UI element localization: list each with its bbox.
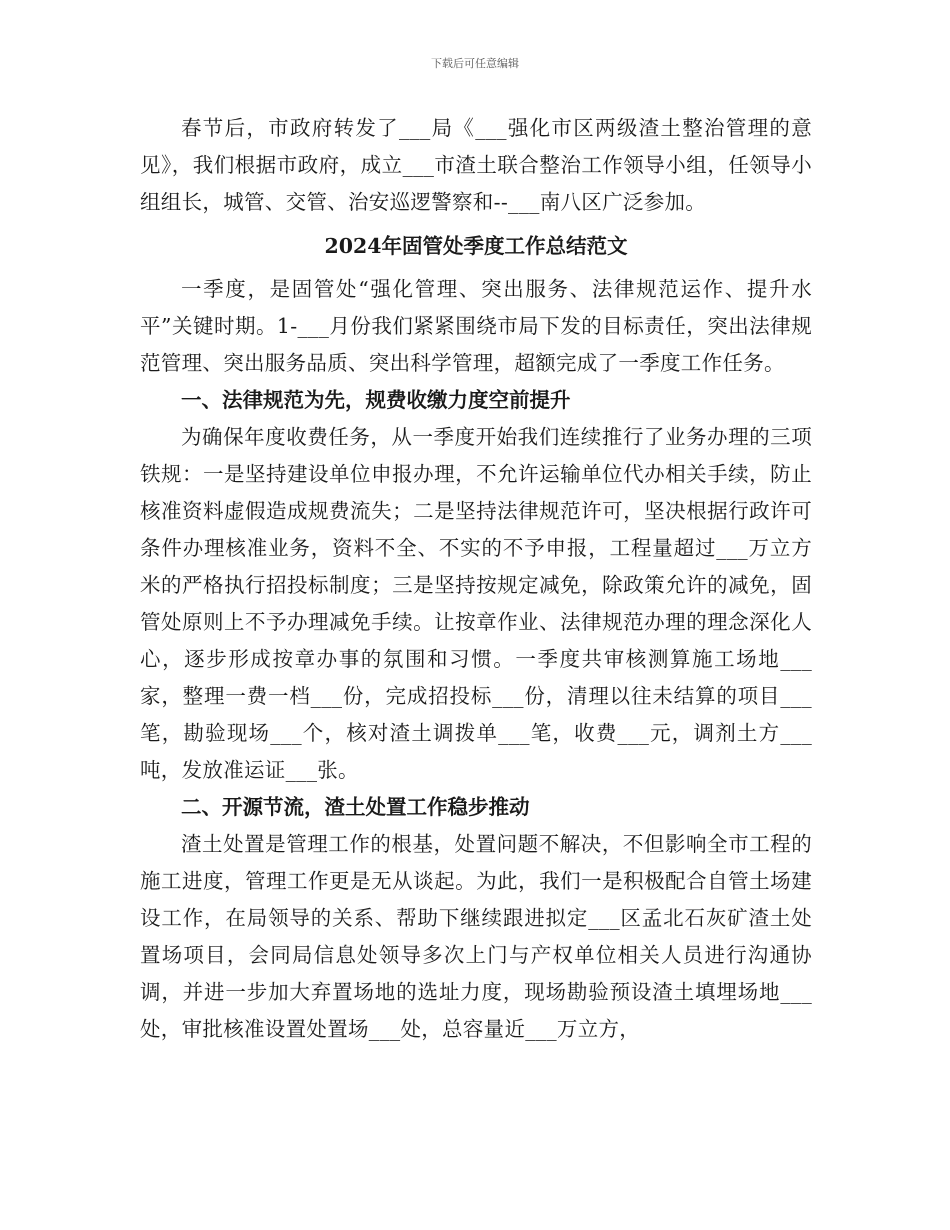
section-1-heading: 一、法律规范为先，规费收缴力度空前提升	[181, 388, 571, 412]
intro-paragraph: 春节后，市政府转发了___局《___强化市区两级渣土整治管理的意见》，我们根据市政府，成立___市渣土联合整治工作领导小组，任领导小组组长，城管、交管、治安巡逻警察和--___南八区广泛参加。	[140, 116, 812, 214]
section-1-body: 为确保年度收费任务，从一季度开始我们连续推行了业务办理的三项铁规：一是坚持建设单位申报办理，不允许运输单位代办相关手续，防止核准资料虚假造成规费流失；二是坚持法律规范许可，坚决根据行政许可条件办理核准业务，资料不全、不实的不予申报，工程量超过___万立方米的严格执行招投标制度；三是坚持按规定减免，除政策允许的减免，固管处原则上不予办理减免手续。让按章作业、法律规范办理的理念深化人心，逐步形成按章办事的氛围和习惯。一季度共审核测算施工场地___家，整理一费一档___份，完成招投标___份，清理以往未结算的项目___笔，勘验现场___个，核对渣土调拨单___笔，收费___元，调剂土方___吨，发放准运证___张。	[140, 425, 812, 782]
document-title: 2024年固管处季度工作总结范文	[324, 234, 628, 258]
document-body	[140, 110, 812, 1048]
page-header: 下载后可任意编辑	[431, 57, 519, 70]
summary-paragraph: 一季度，是固管处“强化管理、突出服务、法律规范运作、提升水平”关键时期。1-___月份我们紧紧围绕市局下发的目标责任，突出法律规范管理、突出服务品质、突出科学管理，超额完成了一季度工作任务。	[140, 277, 812, 375]
section-2-body: 渣土处置是管理工作的根基，处置问题不解决，不但影响全市工程的施工进度，管理工作更是无从谈起。为此，我们一是积极配合自管土场建设工作，在局领导的关系、帮助下继续跟进拟定___区孟北石灰矿渣土处置场项目，会同局信息处领导多次上门与产权单位相关人员进行沟通协调，并进一步加大弃置场地的选址力度，现场勘验预设渣土填埋场地___处，审批核准设置处置场___处，总容量近___万立方，	[140, 832, 812, 1041]
section-2-heading: 二、开源节流，渣土处置工作稳步推动	[181, 795, 530, 819]
